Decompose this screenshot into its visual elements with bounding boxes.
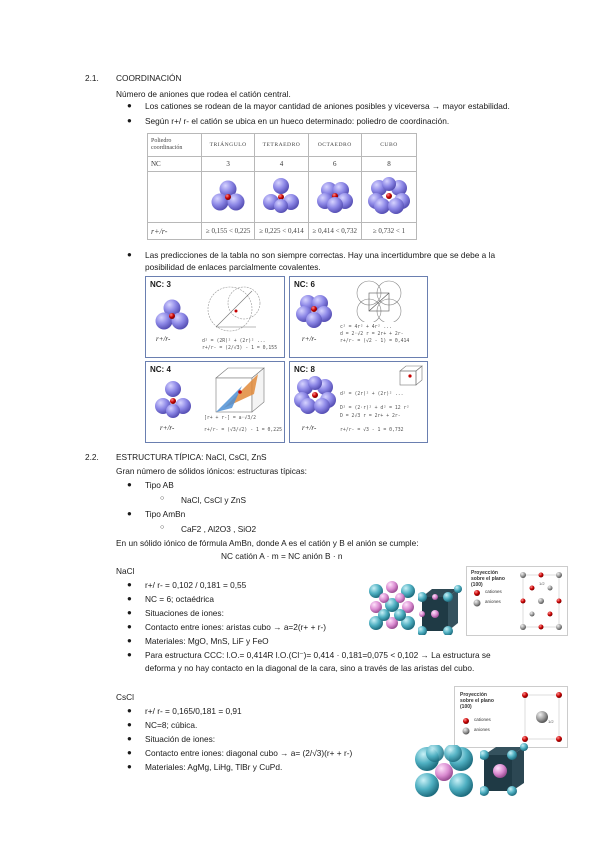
table-cell: 3 [202,157,255,172]
nc4-spheres-image [152,379,194,421]
list-item: Materiales: MgO, MnS, LiF y FeO [145,636,269,646]
nacl-projection-figure [466,566,568,636]
intro-text: Número de aniones que rodea el catión central. [116,89,291,99]
nc8-cube-diagram [398,365,424,387]
formula-text: r+/r- = √3 - 1 = 0,732 [340,428,404,433]
table-header-cell: Poliedro coordinación [148,134,202,157]
panel-nc8 [289,361,428,443]
bullet-icon: ● [127,720,132,729]
table-cell: r+/r- [148,223,202,240]
section-title: ESTRUCTURA TÍPICA: NaCl, CsCl, ZnS [116,452,267,462]
list-item: Situación de iones: [145,734,216,744]
body-text: En un sólido iónico de fórmula AmBn, donde A es el catión y B el anión se cumple: [116,538,419,548]
legend-label: aniones [474,727,490,732]
table-header-cell: TETRAEDRO [255,134,308,157]
list-item: Para estructura CCC: l.O.= 0,414R l.O.(Cl⁻)= 0,414 · 0,181=0,075 < 0,102 → La estructura se [145,650,491,660]
table-header-cell: TRIÁNGULO [202,134,255,157]
circle-bullet-icon: ○ [160,524,165,531]
formula-text: c² = 4r² + 4r² ... [340,325,392,330]
tetrahedron-coordination-image [261,176,301,216]
list-item: Materiales: AgMg, LiHg, TlBr y CuPd. [145,762,283,772]
bullet-icon: ● [127,608,132,617]
bullet-text: Tipo AB [145,480,174,490]
list-item: Contacto entre iones: aristas cubo → a=2(r+ + r-) [145,622,327,632]
panel-nc6 [289,276,428,358]
table-header-cell: OCTAEDRO [308,134,361,157]
fraction-label: 1/2 [548,719,554,724]
ratio-label: r+/r- [302,424,317,432]
cscl-projection-grid [519,689,565,745]
bullet-icon: ● [127,706,132,715]
nacl-unit-cell-image [418,585,462,635]
panel-nc4 [145,361,285,443]
intro-text: Gran número de sólidos iónicos: estructuras típicas: [116,466,307,476]
table-cell [148,172,202,223]
bullet-text: Tipo AmBn [145,509,186,519]
bullet-icon: ● [127,509,132,518]
nc3-construction-diagram [196,279,282,337]
nc4-cube-diagram [202,364,280,414]
nc6-spheres-image [292,289,336,331]
legend-label: cationes [474,717,491,722]
list-item: r+/ r- = 0,102 / 0,181 = 0,55 [145,580,247,590]
nc8-spheres-image [292,375,338,417]
ratio-label: r+/r- [302,335,317,343]
formula-text: D² = (2·r)² + d² = 12 r² [340,406,410,411]
section-title: COORDINACIÓN [116,73,182,83]
table-cell: 4 [255,157,308,172]
list-item: NC=8; cúbica. [145,720,198,730]
cube-coordination-image [366,176,412,216]
octahedron-coordination-image [313,176,357,216]
fraction-label: 1/2 [539,581,545,586]
sub-bullet-text: CaF2 , Al2O3 , SiO2 [181,524,257,534]
list-item: deforma y no hay contacto en la diagonal de la cara, sino a través de las aristas del cubo. [145,663,475,673]
table-cell [361,172,416,223]
panel-title: NC: 3 [150,280,171,289]
table-cell [308,172,361,223]
nacl-projection-grid [517,569,565,633]
ratio-label: r+/r- [160,424,175,432]
nc6-construction-diagram [344,280,424,322]
legend-label: cationes [485,589,502,594]
bullet-text: posibilidad de enlaces parcialmente covalentes. [145,262,321,272]
panel-nc3 [145,276,285,358]
formula-text: [r+ + r-] = a·√3/2 [204,416,256,421]
circle-bullet-icon: ○ [160,495,165,502]
triangle-coordination-image [208,176,248,216]
bullet-icon: ● [127,580,132,589]
figure-caption: Proyección sobre el plano (100) [460,692,494,710]
bullet-icon: ● [127,650,132,659]
bullet-icon: ● [127,762,132,771]
list-item: Situaciones de iones: [145,608,224,618]
table-cell: NC [148,157,202,172]
nacl-lattice-image [366,577,418,637]
formula-line: NC catión A · m = NC anión B · n [221,551,343,561]
list-item: NC = 6; octaédrica [145,594,214,604]
panel-title: NC: 4 [150,365,171,374]
subsection-title: CsCl [116,692,134,702]
formula-text: r+/r- = (2/√3) - 1 = 0,155 [202,346,278,351]
table-cell: ≥ 0,225 < 0,414 [255,223,308,240]
bullet-text: Los cationes se rodean de la mayor cantidad de aniones posibles y viceversa → mayor estabilidad. [145,101,510,111]
table-cell: 6 [308,157,361,172]
bullet-icon: ● [127,480,132,489]
bullet-icon: ● [127,636,132,645]
formula-text: r+/r- = (√3/√2) - 1 = 0,225 [204,428,282,433]
table-cell [202,172,255,223]
bullet-icon: ● [127,594,132,603]
list-item: r+/ r- = 0,165/0,181 = 0,91 [145,706,242,716]
table-cell: ≥ 0,155 < 0,225 [202,223,255,240]
panel-title: NC: 6 [294,280,315,289]
cscl-unit-cell-image [480,743,528,797]
nc3-spheres-image [152,295,192,335]
table-header-cell: CUBO [361,134,416,157]
anion-legend-icon [460,725,474,737]
list-item: Contacto entre iones: diagonal cubo → a= (2/√3)(r+ + r-) [145,748,353,758]
formula-text: D = 2√3 r = 2r+ + 2r- [340,414,401,419]
bullet-icon: ● [127,734,132,743]
table-cell [255,172,308,223]
table-cell: ≥ 0,414 < 0,732 [308,223,361,240]
subsection-title: NaCl [116,566,135,576]
formula-text: r+/r- = (√2 - 1) = 0,414 [340,339,410,344]
legend-label: aniones [485,599,501,604]
cscl-projection-figure [454,686,568,748]
bullet-text: Según r+/ r- el catión se ubica en un hueco determinado: poliedro de coordinación. [145,116,450,126]
table-cell: 8 [361,157,416,172]
bullet-icon: ● [127,250,132,259]
ratio-label: r+/r- [156,335,171,343]
cscl-lattice-image [413,745,477,799]
coordination-table [147,133,417,240]
anion-legend-icon [471,597,485,609]
bullet-icon: ● [127,748,132,757]
formula-text: d = 2·√2 r = 2r+ + 2r- [340,332,404,337]
section-number: 2.2. [85,452,99,462]
section-number: 2.1. [85,73,99,83]
bullet-icon: ● [127,101,132,110]
bullet-icon: ● [127,116,132,125]
figure-caption: Proyección sobre el plano (100) [471,570,505,588]
formula-text: d² = (2R)² + (2r)² ... [202,339,266,344]
bullet-text: Las predicciones de la tabla no son siempre correctas. Hay una incertidumbre que se debe a la [145,250,496,260]
bullet-icon: ● [127,622,132,631]
formula-text: d² = (2r)² + (2r)² ... [340,392,404,397]
sub-bullet-text: NaCl, CsCl y ZnS [181,495,247,505]
panel-title: NC: 8 [294,365,315,374]
table-cell: ≥ 0,732 < 1 [361,223,416,240]
